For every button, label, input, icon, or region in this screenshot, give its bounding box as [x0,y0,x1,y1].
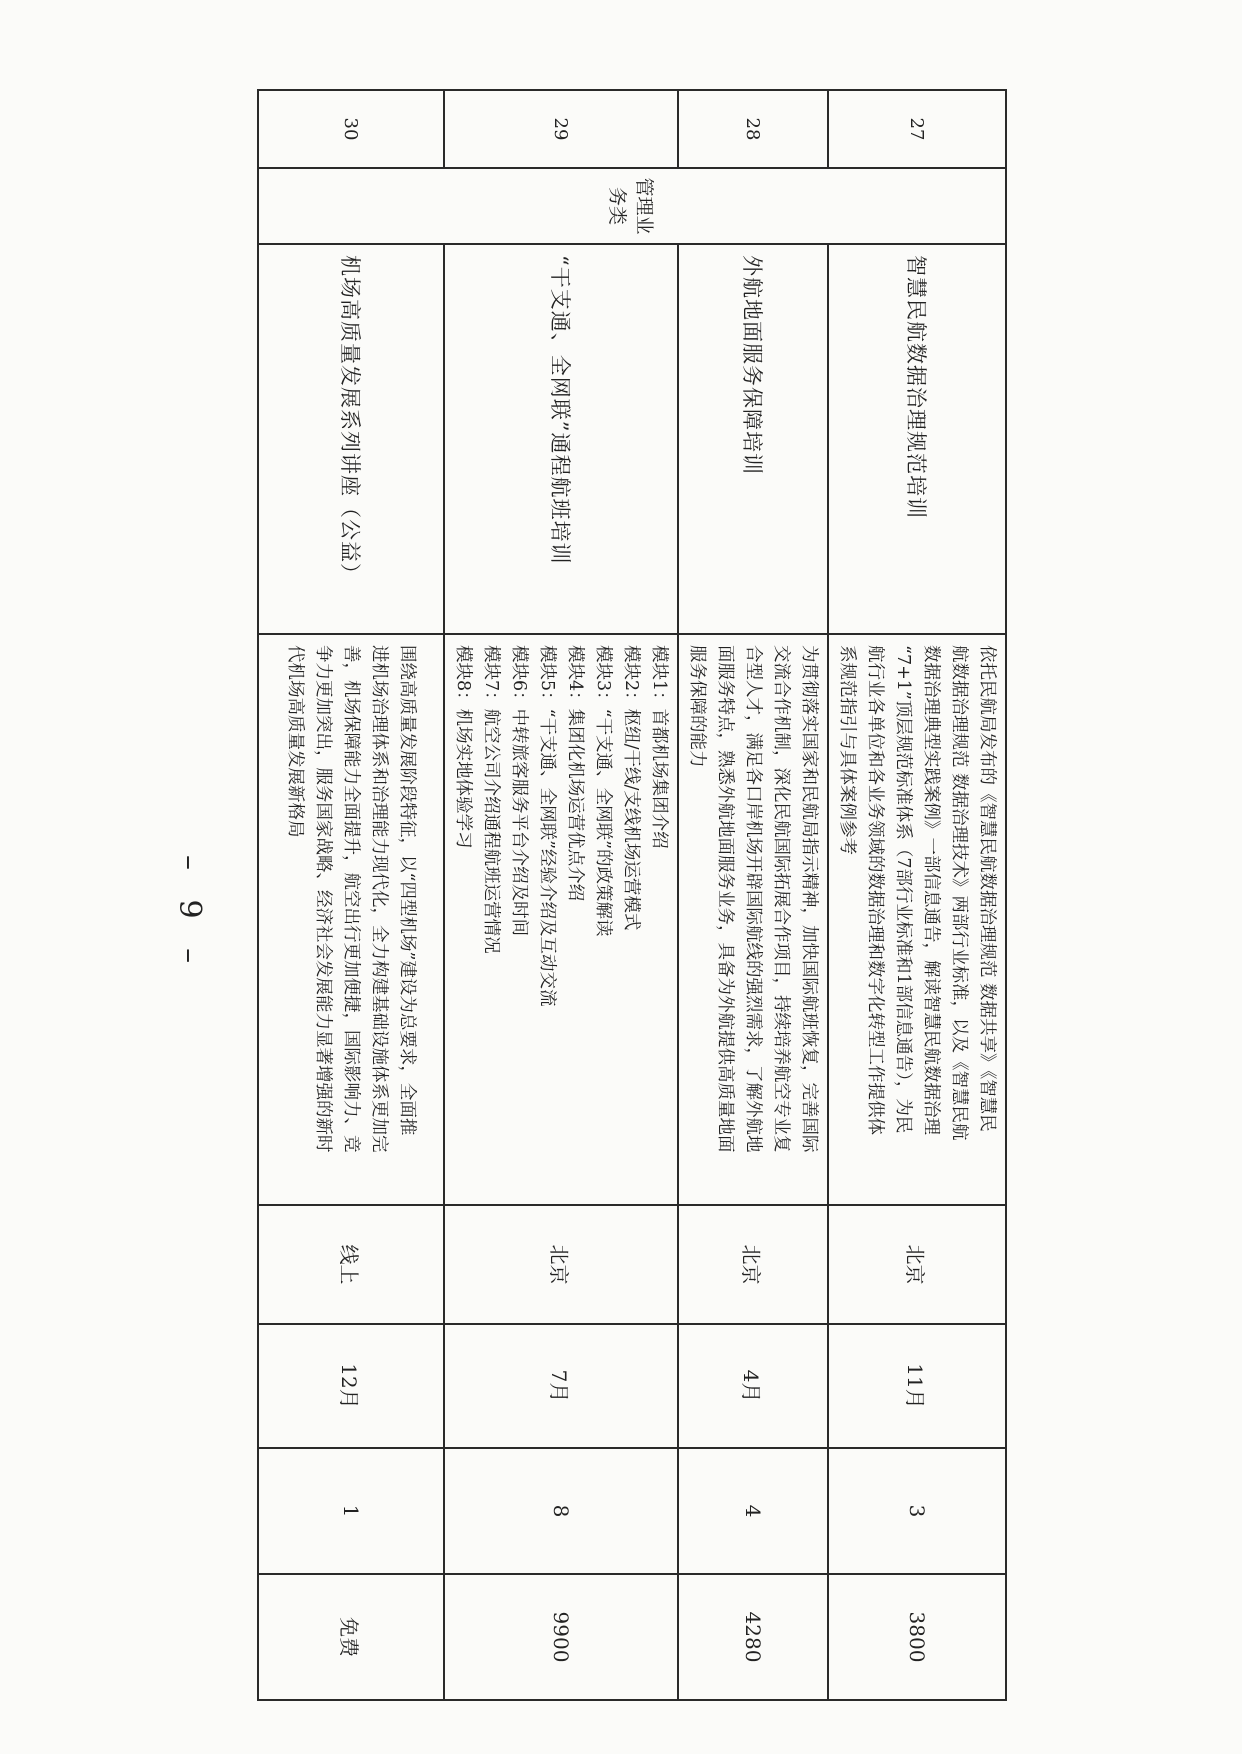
content-line: 模块1：首都机场集团介绍 [649,645,669,849]
content-line: 模块8：机场实地体验学习 [453,645,473,849]
days-cell: 8 [444,1448,678,1574]
serial-number-cell: 30 [258,90,444,168]
content-line: 合型人才，满足各口岸机场开辟国际航线的强烈需求，了解外航地 [743,645,763,1153]
content-line: 依托民航局发布的《智慧民航数据治理规范 数据共享》《智慧民 [977,645,997,1132]
location-cell: 北京 [678,1205,828,1324]
category-cell: 管理业务类 [258,168,1006,244]
month-cell: 7月 [444,1324,678,1448]
serial-number-cell: 29 [444,90,678,168]
month-cell: 12月 [258,1324,444,1448]
table-row [828,90,1006,1700]
content-line: 面服务特点，熟悉外航地面服务业务，具备为外航提供高质量地面 [715,645,735,1153]
month-cell: 11月 [828,1324,1006,1448]
course-name-cell: “干支通、全网联”通程航班培训 [444,244,678,634]
content-line: 模块2：枢纽/干线/支线机场运营模式 [621,645,641,931]
table-row [258,90,444,1700]
course-name-cell: 机场高质量发展系列讲座（公益） [258,244,444,634]
table-row [444,90,678,1700]
course-name-cell: 外航地面服务保障培训 [678,244,828,634]
content-line: 交流合作机制，深化民航国际拓展合作项目，持续培养航空专业复 [771,645,791,1153]
table-row [678,90,828,1700]
location-cell: 线上 [258,1205,444,1324]
fee-cell: 3800 [828,1574,1006,1700]
serial-number-cell: 28 [678,90,828,168]
days-cell: 3 [828,1448,1006,1574]
content-line: 航行业各单位和各业务领域的数据治理和数字化转型工作提供体 [865,645,885,1135]
content-line: 争力更加突出，服务国家战略、经济社会发展能力显著增强的新时 [313,645,333,1153]
content-line: 模块5：“干支通、全网联”经验介绍及互动交流 [537,645,557,1007]
content-line: 模块3：“干支通、全网联”的政策解读 [593,645,613,937]
content-line: 进机场治理体系和治理能力现代化，全力构建基础设施体系更加完 [369,645,389,1153]
fee-cell: 9900 [444,1574,678,1700]
month-cell: 4月 [678,1324,828,1448]
location-cell: 北京 [444,1205,678,1324]
serial-number-cell: 27 [828,90,1006,168]
course-content-cell [444,634,678,1205]
fee-cell: 4280 [678,1574,828,1700]
content-line: 模块4：集团化机场运营优点介绍 [565,645,585,902]
training-course-table [257,89,1007,1701]
course-content-cell [828,634,1006,1205]
location-cell: 北京 [828,1205,1006,1324]
content-line: 为贯彻落实国家和民航局指示精神，加快国际航班恢复，完善国际 [799,645,819,1153]
days-cell: 4 [678,1448,828,1574]
course-name-cell: 智慧民航数据治理规范培训 [828,244,1006,634]
fee-cell: 免费 [258,1574,444,1700]
content-line: 围绕高质量发展阶段特征，以“四型机场”建设为总要求，全面推 [397,645,417,1136]
content-line: 善，机场保障能力全面提升，航空出行更加便捷，国际影响力、竞 [341,645,361,1153]
content-line: 模块7：航空公司介绍通程航班运营情况 [481,645,501,954]
days-cell: 1 [258,1448,444,1574]
content-line: “7+1”顶层规范标准体系（7部行业标准和1部信息通告），为民 [893,645,913,1134]
content-line: 模块6：中转旅客服务平台介绍及时间 [509,645,529,937]
content-line: 系规范指引与具体案例参考 [837,645,857,855]
content-line: 航数据治理规范 数据治理技术》两部行业标准，以及《智慧民航 [949,645,969,1141]
course-content-cell [678,634,828,1205]
course-content-cell [258,634,444,1205]
content-line: 服务保障的能力 [687,645,707,768]
page-number: – 9 – [172,855,207,974]
content-line: 代机场高质量发展新格局 [285,645,305,838]
content-line: 数据治理典型实践案例》一部信息通告，解读智慧民航数据治理 [921,645,941,1135]
